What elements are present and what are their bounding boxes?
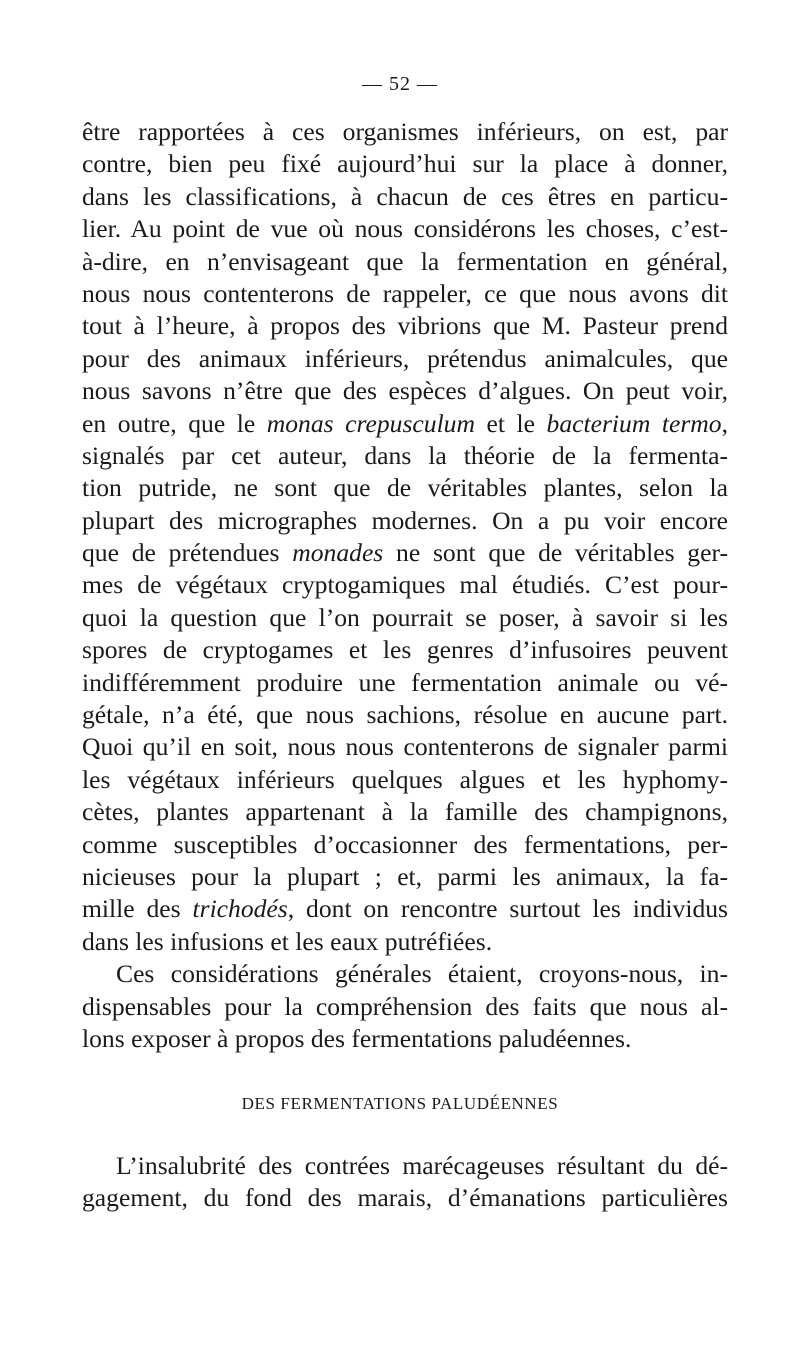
text-line bbox=[82, 764, 728, 796]
text-segment: être rapportées à ces organismes inférieurs, on est, par bbox=[82, 117, 728, 146]
italic-term: trichodés bbox=[192, 894, 288, 924]
text-segment: plupart des micrographes modernes. On a pu voir encore bbox=[82, 505, 728, 535]
text-segment: indifféremment produire une fermentation animale ou vé- bbox=[82, 667, 728, 697]
text-segment: comme susceptibles d’occasionner des fermentations, per- bbox=[82, 829, 728, 859]
text-segment: gagement, du fond des marais, d’émanations particulières bbox=[82, 1183, 728, 1213]
text-segment: que de prétendues bbox=[82, 538, 293, 568]
paragraph-2 bbox=[82, 958, 728, 1055]
text-segment: L’insalubrité des contrées marécageuses résultant du dé- bbox=[116, 1151, 728, 1180]
text-line bbox=[82, 569, 728, 601]
text-segment: pour des animaux inférieurs, prétendus animalcules, que bbox=[82, 343, 728, 373]
text-line bbox=[82, 861, 728, 893]
text-line bbox=[82, 926, 728, 958]
text-segment: nous nous contenterons de rappeler, ce que nous avons dit bbox=[82, 278, 728, 308]
text-line bbox=[82, 667, 728, 699]
text-segment: cètes, plantes appartenant à la famille des champignons, bbox=[82, 797, 728, 827]
italic-term: monas crepusculum bbox=[266, 408, 475, 438]
text-line bbox=[82, 213, 728, 245]
text-line bbox=[82, 440, 728, 472]
text-line bbox=[82, 829, 728, 861]
text-line bbox=[82, 181, 728, 213]
text-segment: signalés par cet auteur, dans la théorie de la fermenta- bbox=[82, 440, 728, 470]
text-line bbox=[82, 408, 728, 440]
section-heading: DES FERMENTATIONS PALUDÉENNES bbox=[241, 1094, 559, 1113]
italic-term: monades bbox=[292, 538, 384, 568]
text-segment: tion putride, ne sont que de véritables plantes, selon la bbox=[82, 473, 728, 503]
italic-term: bacterium termo bbox=[546, 408, 722, 438]
text-line bbox=[82, 731, 728, 763]
text-segment: à-dire, en n’envisageant que la fermentation en général, bbox=[82, 246, 728, 276]
text-line bbox=[82, 310, 728, 342]
text-line bbox=[82, 1182, 728, 1214]
text-segment: en outre, que le bbox=[82, 408, 267, 438]
text-segment: Quoi qu’il en soit, nous nous contenterons de signaler parmi bbox=[82, 732, 728, 762]
text-segment: les végétaux inférieurs quelques algues et les hyphomy- bbox=[82, 764, 728, 794]
page-number: — 52 — bbox=[362, 73, 438, 95]
text-line bbox=[82, 472, 728, 504]
text-line bbox=[82, 278, 728, 310]
text-segment: , dont on rencontre surtout les individus bbox=[287, 894, 728, 924]
text-line bbox=[82, 343, 728, 375]
text-line bbox=[82, 375, 728, 407]
text-segment: tout à l’heure, à propos des vibrions que M. Pasteur prend bbox=[82, 311, 728, 341]
text-line bbox=[82, 602, 728, 634]
text-segment: nicieuses pour la plupart ; et, parmi les animaux, la fa- bbox=[82, 861, 728, 891]
text-segment: ne sont que de véritables ger- bbox=[383, 538, 728, 568]
text-segment: quoi la question que l’on pourrait se poser, à savoir si les bbox=[82, 602, 728, 632]
text-segment: et le bbox=[474, 408, 547, 438]
text-line bbox=[82, 796, 728, 828]
text-line bbox=[82, 991, 728, 1023]
text-line bbox=[82, 634, 728, 666]
paragraph-1 bbox=[82, 116, 728, 958]
text-segment: dans les classifications, à chacun de ces êtres en particu- bbox=[82, 181, 728, 211]
text-line bbox=[82, 246, 728, 278]
paragraph-3 bbox=[82, 1150, 728, 1215]
text-segment: spores de cryptogames et les genres d’infusoires peuvent bbox=[82, 635, 728, 665]
section-text-block bbox=[82, 1150, 728, 1215]
text-segment: nous savons n’être que des espèces d’algues. On peut voir, bbox=[82, 376, 728, 406]
text-segment: dans les infusions et les eaux putréfiées. bbox=[82, 926, 493, 956]
text-line bbox=[82, 893, 728, 925]
text-line bbox=[82, 958, 728, 990]
text-segment: Ces considérations générales étaient, croyons-nous, in- bbox=[116, 959, 728, 989]
text-line bbox=[82, 1150, 728, 1182]
text-segment: , bbox=[721, 408, 728, 438]
text-segment: mille des bbox=[82, 894, 193, 924]
text-line bbox=[82, 116, 728, 148]
main-text-block bbox=[82, 116, 728, 1055]
text-line bbox=[82, 505, 728, 537]
text-line bbox=[82, 537, 728, 569]
text-segment: contre, bien peu fixé aujourd’hui sur la place à donner, bbox=[82, 149, 728, 179]
text-segment: lier. Au point de vue où nous considérons les choses, c’est- bbox=[82, 214, 728, 244]
text-segment: dispensables pour la compréhension des faits que nous al- bbox=[82, 991, 728, 1021]
text-line bbox=[82, 699, 728, 731]
text-line bbox=[82, 1023, 728, 1055]
text-segment: mes de végétaux cryptogamiques mal étudiés. C’est pour- bbox=[82, 570, 728, 600]
text-line bbox=[82, 148, 728, 180]
text-segment: gétale, n’a été, que nous sachions, résolue en aucune part. bbox=[82, 700, 728, 730]
text-segment: lons exposer à propos des fermentations paludéennes. bbox=[82, 1023, 632, 1053]
